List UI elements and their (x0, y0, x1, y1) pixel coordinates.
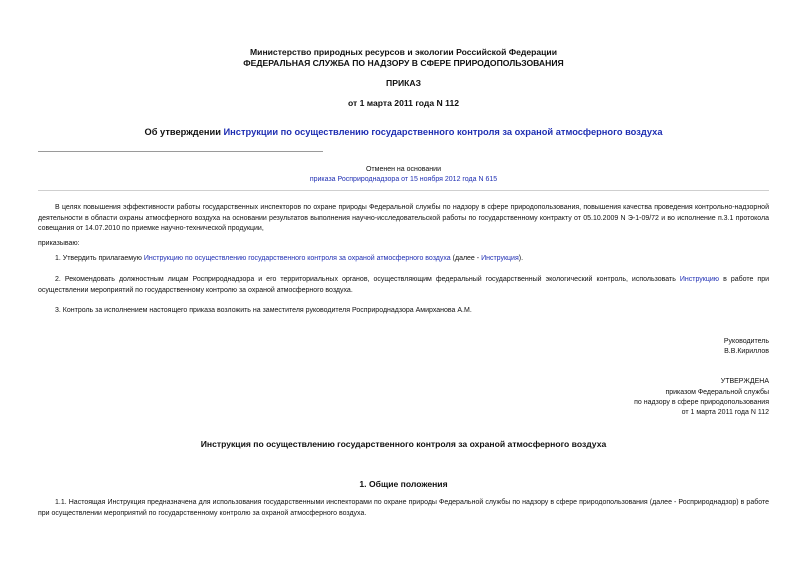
order-item-3: 3. Контроль за исполнением настоящего приказа возложить на заместителя руководителя Росприроднадзора Амирханова А.М. (55, 307, 472, 314)
item1-text-c: ). (518, 255, 524, 262)
signatory-name: В.В.Кириллов (724, 348, 769, 355)
item1-text-a: 1. Утвердить прилагаемую (55, 255, 144, 262)
signatory-role: Руководитель (723, 338, 769, 345)
document-type: ПРИКАЗ (386, 78, 421, 88)
revocation-order-link[interactable]: приказа Росприроднадзора от 15 ноября 2012 года N 615 (309, 176, 498, 183)
paragraph-1-1: 1.1. Настоящая Инструкция предназначена для использования государственными инспекторами по охране природы Федеральной службы по надзору в сфере природопользования (далее - Росприроднадзор) в работе при осуществлении мероприятий по государственному контролю за охраной атмосферного воздуха. (38, 499, 769, 517)
divider-short (38, 151, 323, 152)
order-item-1 (38, 254, 769, 265)
approval-line-4: от 1 марта 2011 года N 112 (681, 409, 769, 416)
divider-long (38, 190, 769, 191)
service-name: ФЕДЕРАЛЬНАЯ СЛУЖБА ПО НАДЗОРУ В СФЕРЕ ПРИРОДОПОЛЬЗОВАНИЯ (243, 58, 564, 68)
approval-stamp: УТВЕРЖДЕНА (720, 378, 769, 385)
intro-paragraph: В целях повышения эффективности работы государственных инспекторов по охране природы Федеральной службы по надзору в сфере природопользования, повышения качества проведения контрольно-надзорной деятельности в области охраны атмосферного воздуха на основании результатов выполнения научно-исследовательской работы по государственному контракту от 05.10.2009 N Э-1-09/72 и во исполнение п.3.1 протокола совещания от 14.07.2010 по приемке научно-технической продукции, (38, 204, 769, 232)
document-date: от 1 марта 2011 года N 112 (347, 98, 460, 108)
item2-text-b: в работе при осуществлении мероприятий по государственному контролю за охраной атмосферного воздуха. (38, 276, 769, 294)
ministry-name: Министерство природных ресурсов и экологии Российской Федерации (250, 47, 557, 57)
approval-line-2: приказом Федеральной службы (665, 389, 769, 396)
document-title (0, 126, 807, 138)
revocation-line (0, 175, 807, 184)
approval-line-3: по надзору в сфере природопользования (634, 399, 769, 406)
order-word: приказываю: (38, 240, 80, 247)
section-1-title: 1. Общие положения (359, 479, 448, 489)
title-prefix: Об утверждении (144, 127, 224, 137)
item2-text-a: 2. Рекомендовать должностным лицам Росприроднадзора и его территориальных органов, осуществляющим федеральный государственный экологический контроль, использовать (55, 276, 680, 283)
item1-instruction-link[interactable]: Инструкцию по осуществлению государственного контроля за охраной атмосферного воздуха (143, 255, 451, 262)
item1-instruction-short-link[interactable]: Инструкция (481, 255, 519, 262)
item1-text-b: (далее - (450, 255, 482, 262)
title-instruction-link[interactable]: Инструкции по осуществлению государственного контроля за охраной атмосферного воздуха (223, 127, 663, 137)
instruction-title: Инструкция по осуществлению государственного контроля за охраной атмосферного воздуха (200, 439, 607, 449)
revocation-note: Отменен на основании (365, 166, 441, 173)
order-item-2 (38, 275, 769, 296)
item2-instruction-link[interactable]: Инструкцию (679, 276, 720, 283)
